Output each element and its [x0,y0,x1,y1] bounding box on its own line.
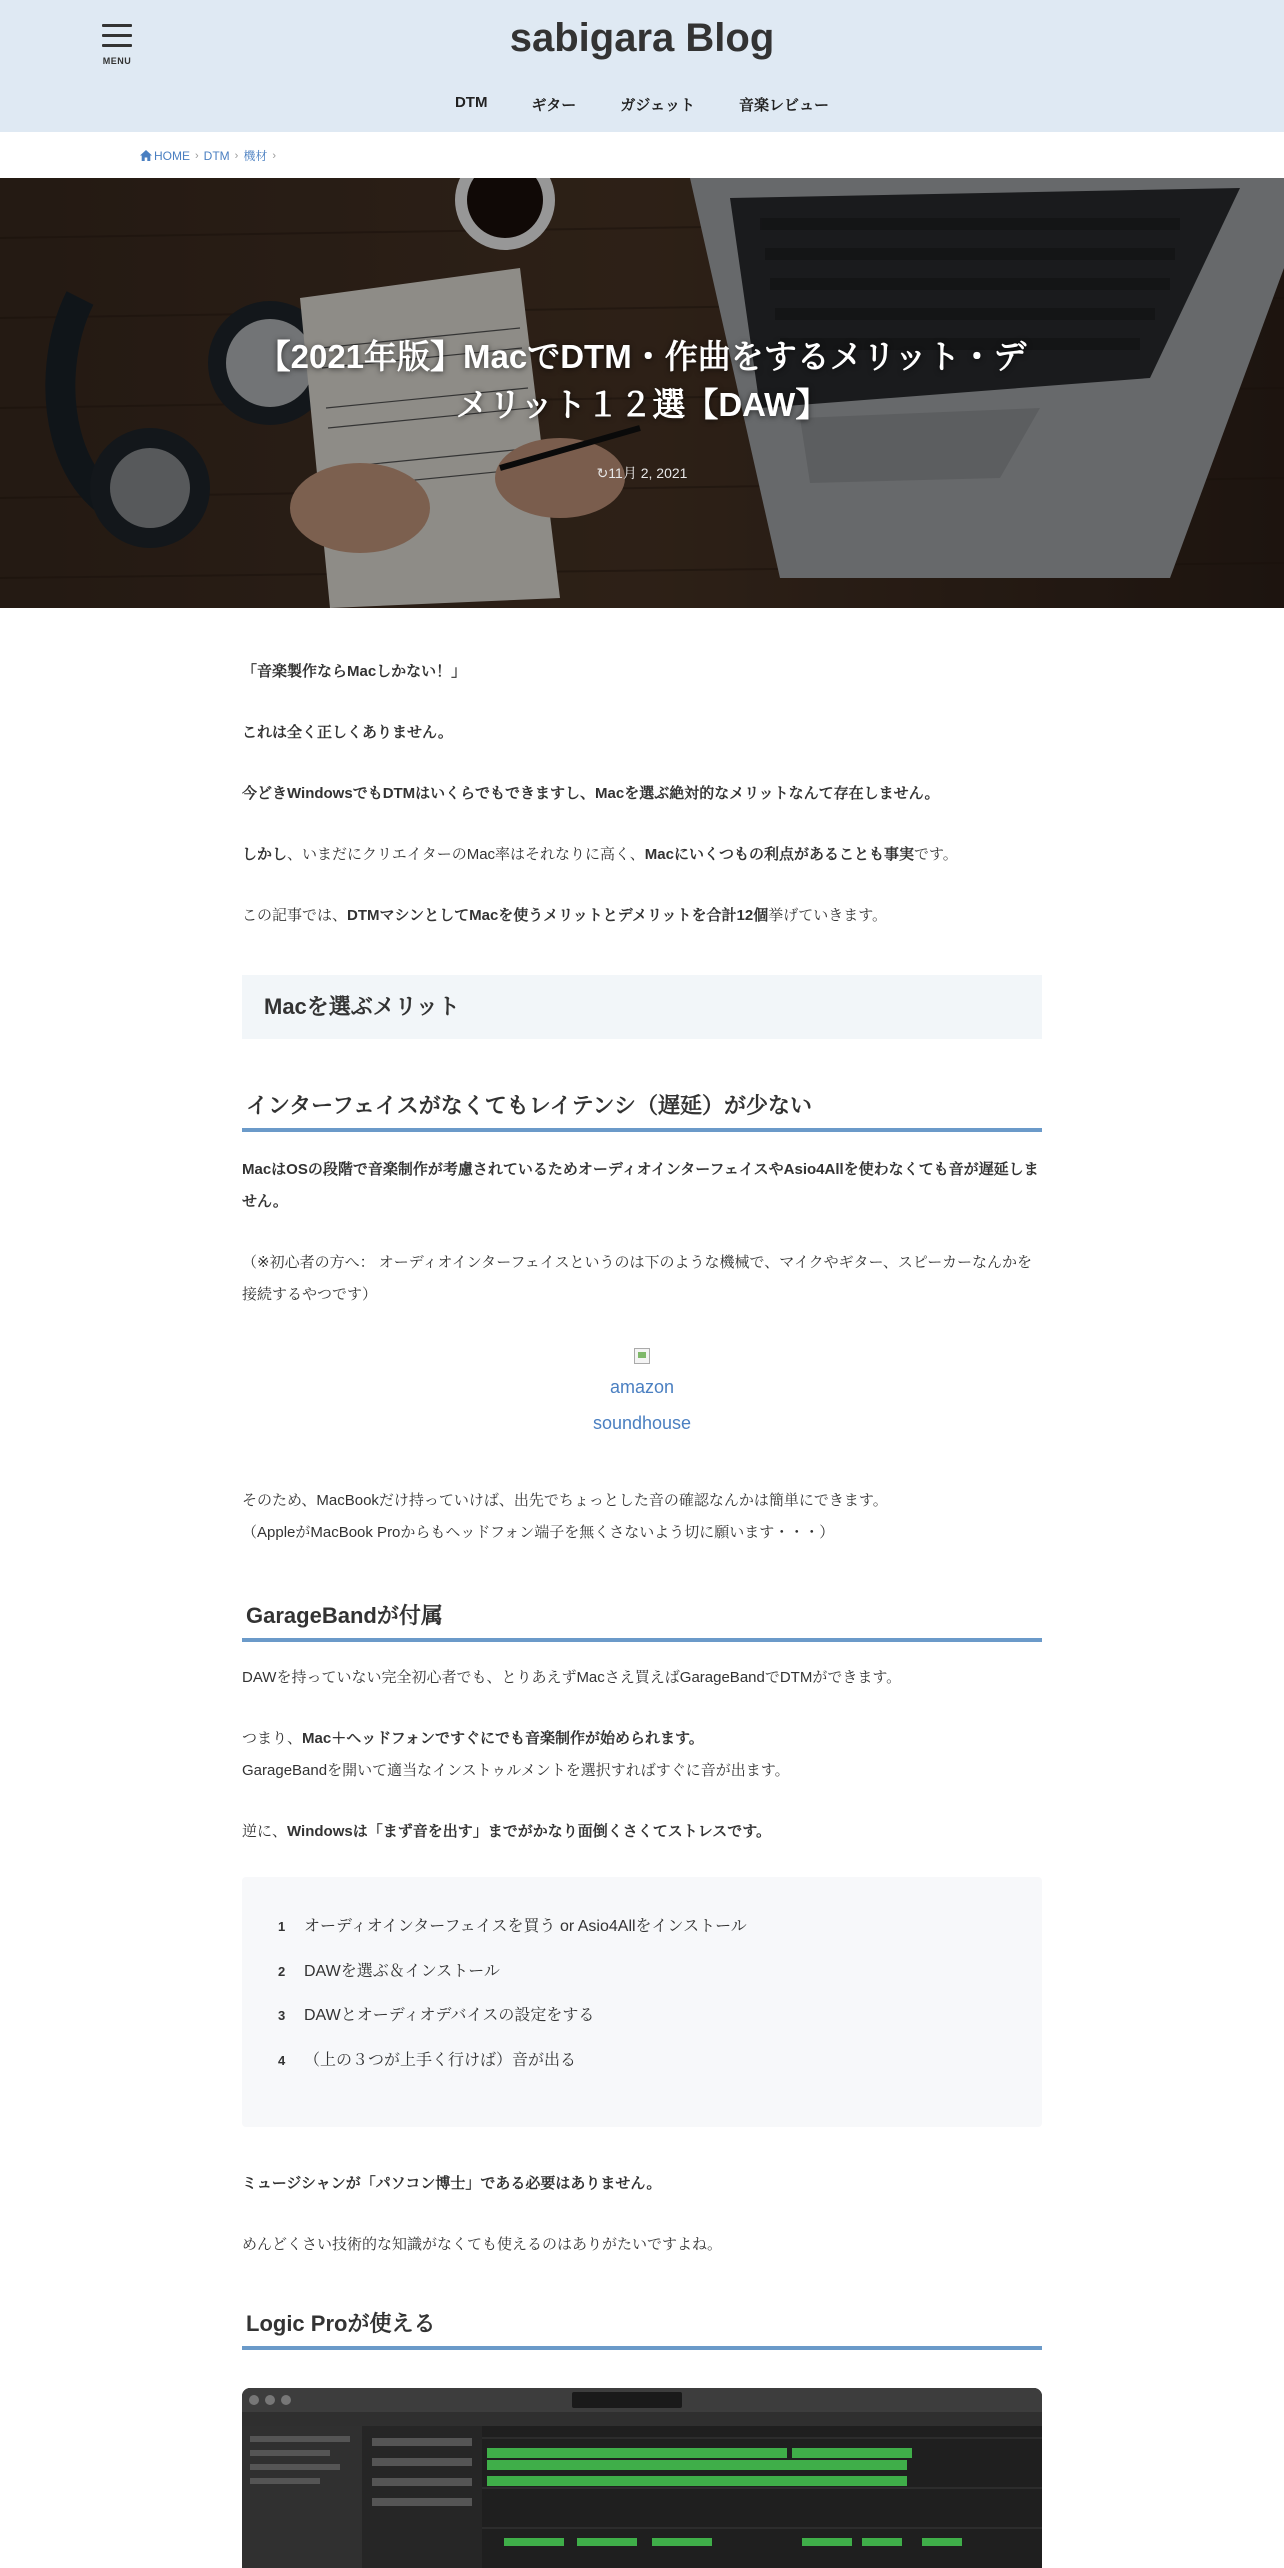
list-number: 3 [278,2008,286,2023]
paragraph [242,1485,1042,1549]
paragraph-text: この記事では、 [242,907,348,924]
list-number: 1 [278,1919,286,1934]
paragraph [242,1816,1042,1848]
hero-banner [0,178,1284,608]
paragraph [242,778,1042,810]
logic-pro-screenshot-image [242,2388,1042,2568]
list-item [278,2049,576,2073]
site-title[interactable]: sabigara Blog [509,16,775,60]
nav-item-gadget[interactable]: ガジェット [620,97,696,114]
heading-garageband: GarageBandが付属 [242,1596,1042,1642]
chevron-right-icon: › [234,149,239,162]
list-item [278,1915,747,1939]
list-text: （上の３つが上手く行けば）音が出る [304,2052,577,2069]
update-icon: ↻ [596,465,609,481]
paragraph [242,1723,1042,1787]
product-links [242,1348,1042,1441]
paragraph-text: これは全く正しくありません。 [242,724,453,741]
paragraph-text: 「音楽製作ならMacしかない！」 [242,663,467,680]
paragraph [242,717,1042,749]
chevron-right-icon: › [195,149,199,162]
paragraph-text: しかし [242,846,288,863]
paragraph-text: Macにいくつもの利点があることも事実 [644,846,914,863]
paragraph-text: DAWを持っていない完全初心者でも、とりあえずMacさえ買えばGarageBandでDTMができます。 [242,1669,902,1686]
paragraph-text: （AppleがMacBook Proからもヘッドフォン端子を無くさないよう切に願います・・・） [242,1524,835,1541]
paragraph-text: です。 [913,846,958,863]
paragraph-text: めんどくさい技術的な知識がなくても使えるのはありがたいですよね。 [242,2236,723,2253]
paragraph [242,1247,1042,1311]
heading-logic-pro: Logic Proが使える [242,2304,1042,2350]
paragraph-text: Mac＋ヘッドフォンですぐにでも音楽制作が始められます。 [302,1730,704,1747]
global-nav [0,94,1284,115]
product-image[interactable] [634,1348,650,1364]
paragraph [242,2229,1042,2261]
paragraph [242,1662,1042,1694]
nav-item-guitar[interactable]: ギター [531,97,577,114]
heading-latency: インターフェイスがなくてもレイテンシ（遅延）が少ない [242,1086,1042,1132]
nav-item-dtm[interactable]: DTM [454,94,488,111]
list-number: 2 [278,1964,286,1979]
paragraph-text: 、いまだにクリエイターのMac率はそれなりに高く、 [287,846,645,863]
paragraph-text: ミュージシャンが「パソコン博士」である必要はありません。 [242,2175,662,2192]
paragraph-text: DTMマシンとしてMacを使うメリットとデメリットを合計12個 [347,907,769,924]
list-item [278,1960,500,1984]
paragraph-text: 逆に、 [242,1823,288,1840]
breadcrumb-equipment[interactable]: 機材 [243,149,268,163]
ordered-list [242,1877,1042,2127]
breadcrumb [140,147,281,164]
list-text: DAWを選ぶ＆インストール [304,1963,500,1980]
paragraph [242,656,1042,688]
home-icon [140,150,152,161]
article-date [0,463,1284,483]
article-title: 【2021年版】MacでDTM・作曲をするメリット・デメリット１２選【DAW】 [257,338,1027,423]
list-item [278,2004,594,2028]
paragraph-text: Windowsは「まず音を出す」までがかなり面倒くさくてストレスです。 [287,1823,772,1840]
paragraph-text: （※初心者の方へ： オーディオインターフェイスというのは下のような機械で、マイクやギター、スピーカーなんかを接続するやつです） [242,1254,1032,1303]
paragraph [242,2168,1042,2200]
breadcrumb-home[interactable]: HOME [154,148,190,163]
amazon-link[interactable]: amazon [609,1377,675,1397]
paragraph-text: MacはOSの段階で音楽制作が考慮されているためオーディオインターフェイスやAsio4Allを使わなくても音が遅延しません。 [242,1161,1039,1210]
chevron-right-icon: › [272,149,277,162]
list-text: DAWとオーディオデバイスの設定をする [304,2007,595,2024]
paragraph-text: つまり、 [242,1730,303,1747]
logic-pro-screenshot [242,2388,1042,2568]
paragraph [242,1154,1042,1218]
list-text: オーディオインターフェイスを買う or Asio4Allをインストール [304,1918,747,1935]
article-date-text: 11月 2, 2021 [608,465,688,481]
paragraph-text: 今どきWindowsでもDTMはいくらでもできますし、Macを選ぶ絶対的なメリットなんて存在しません。 [242,785,940,802]
paragraph [242,900,1042,932]
paragraph-text: そのため、MacBookだけ持っていけば、出先でちょっとした音の確認なんかは簡単にできます。 [242,1492,888,1509]
heading-merits: Macを選ぶメリット [242,975,1042,1039]
breadcrumb-dtm[interactable]: DTM [203,148,230,163]
soundhouse-link[interactable]: soundhouse [592,1413,692,1433]
menu-label: MENU [102,56,132,66]
site-header [0,0,1284,132]
paragraph-text: GarageBandを開いて適当なインストゥルメントを選択すればすぐに音が出ます。 [242,1762,790,1779]
nav-item-music-review[interactable]: 音楽レビュー [739,97,830,114]
paragraph [242,839,1042,871]
paragraph-text: 挙げていきます。 [768,907,888,924]
list-number: 4 [278,2053,286,2068]
